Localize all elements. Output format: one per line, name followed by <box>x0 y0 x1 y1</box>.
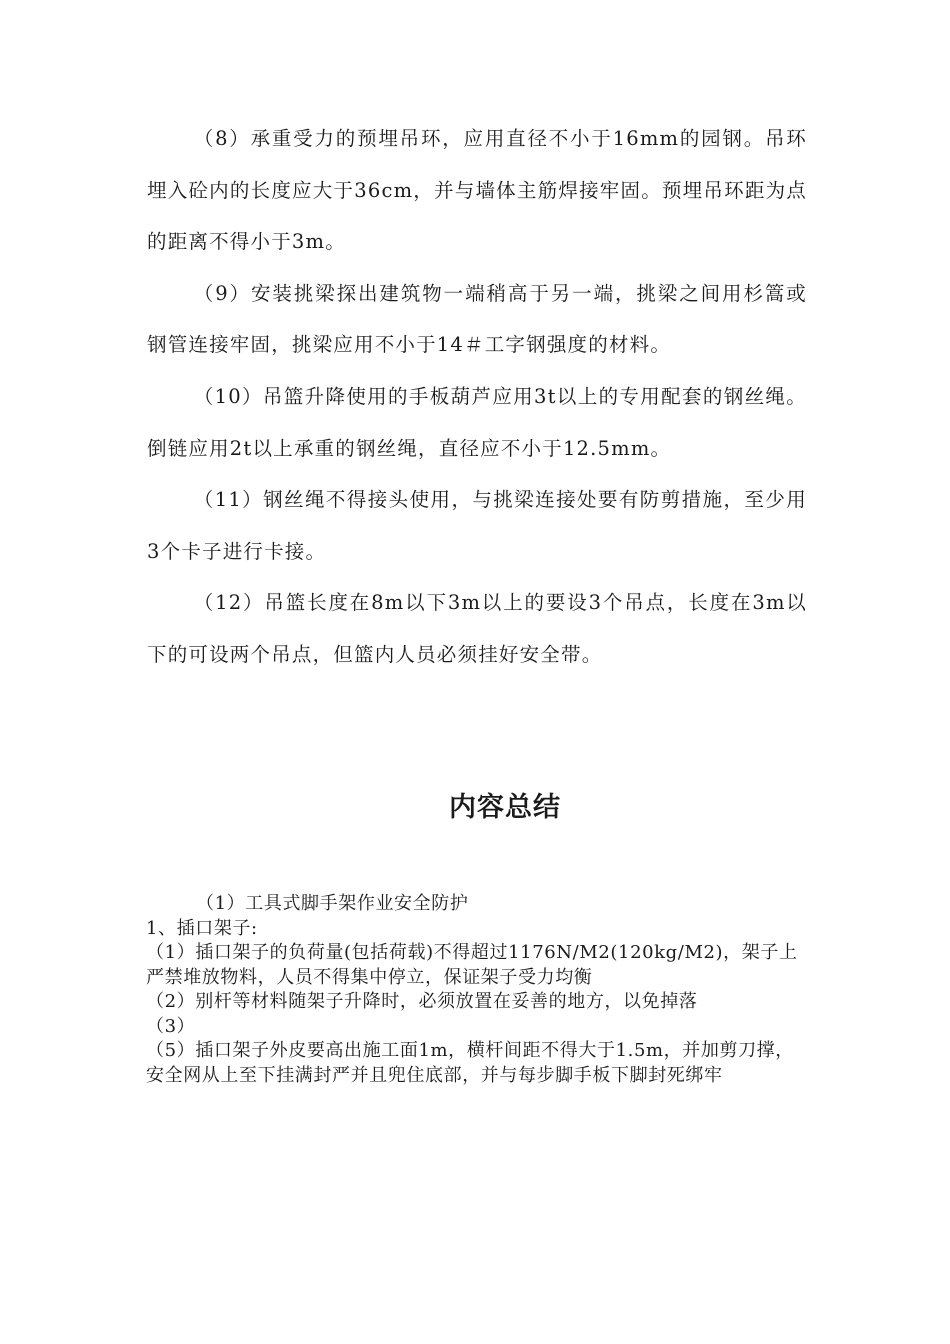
paragraph-11: （11）钢丝绳不得接头使用，与挑梁连接处要有防剪措施，至少用3个卡子进行卡接。 <box>147 488 807 563</box>
summary-line-item-3: （3） <box>146 1015 196 1037</box>
body-text <box>147 113 807 681</box>
summary-title: 内容总结 <box>449 792 561 823</box>
summary-line-heading: （1）工具式脚手架作业安全防护 <box>196 893 469 914</box>
paragraph-10: （10）吊篮升降使用的手板葫芦应用3t以上的专用配套的钢丝绳。倒链应用2t以上承重的钢丝绳，直径应不小于12.5mm。 <box>147 384 807 460</box>
paragraph-8: （8）承重受力的预埋吊环，应用直径不小于16mm的园钢。吊环埋入砼内的长度应大于36cm，并与墙体主筋焊接牢固。预埋吊环距为点的距离不得小于3m。 <box>147 127 807 254</box>
summary-line-item-2: （2）别杆等材料随架子升降时，必须放置在妥善的地方，以免掉落 <box>146 991 698 1012</box>
paragraph-9: （9）安装挑梁探出建筑物一端稍高于另一端，挑梁之间用杉篙或钢管连接牢固，挑梁应用不小于14＃工字钢强度的材料。 <box>147 281 807 357</box>
summary-line-subheading: 1、插口架子: <box>146 917 258 939</box>
summary-section <box>146 892 806 1088</box>
paragraph-12: （12）吊篮长度在8m以下3m以上的要设3个吊点，长度在3m以下的可设两个吊点，但篮内人员必须挂好安全带。 <box>147 591 807 666</box>
summary-line-item-5: （5）插口架子外皮要高出施工面1m，横杆间距不得大于1.5m，并加剪刀撑，安全网从上至下挂满封严并且兜住底部，并与每步脚手板下脚封死绑牢 <box>146 1040 794 1086</box>
summary-line-item-1: （1）插口架子的负荷量(包括荷载)不得超过1176N/M2(120kg/M2)，架子上严禁堆放物料，人员不得集中停立，保证架子受力均衡 <box>146 942 798 988</box>
